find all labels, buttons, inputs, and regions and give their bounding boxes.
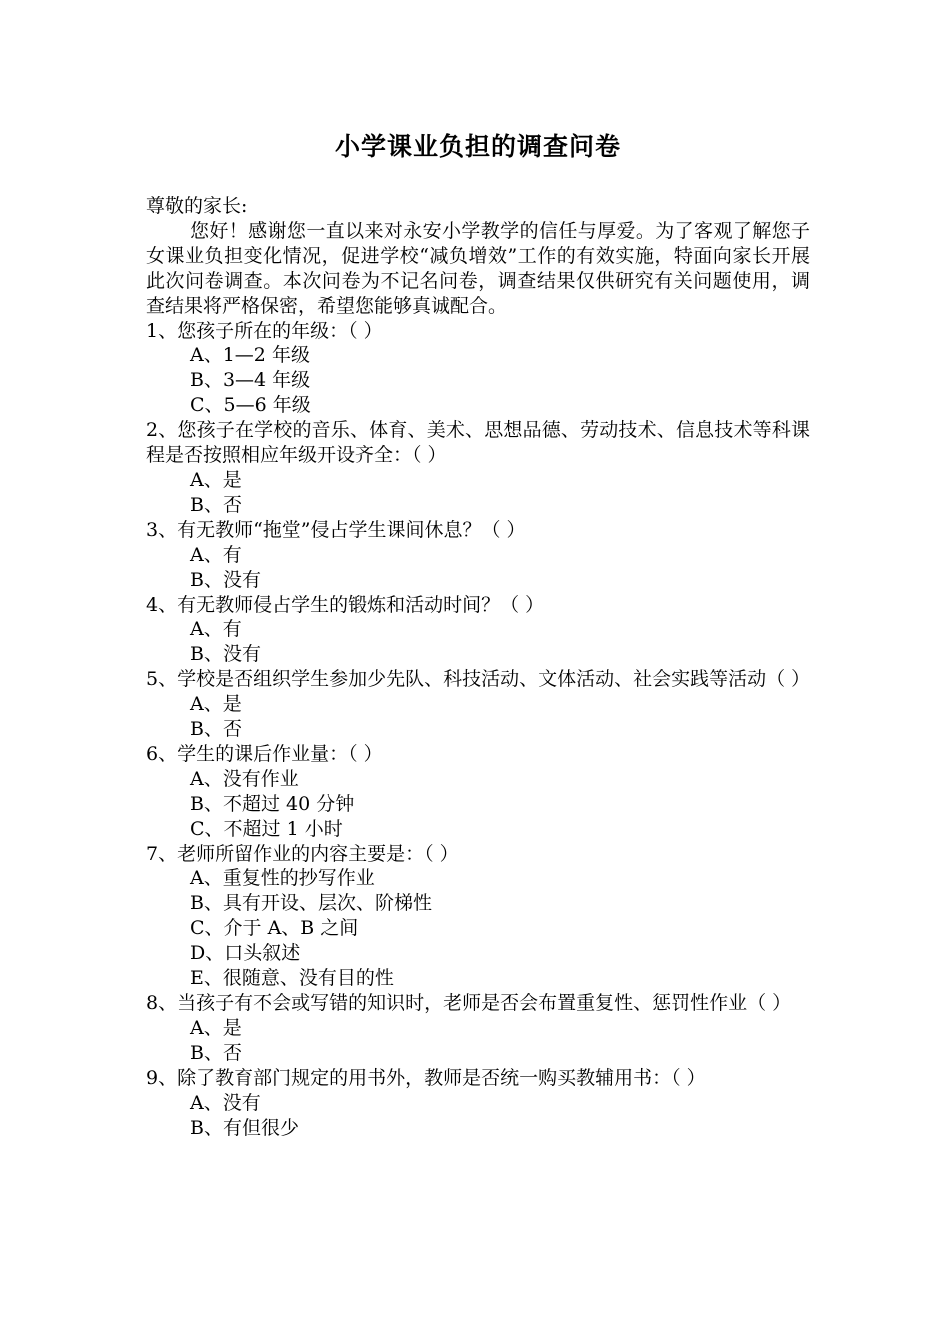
option-b: B、不超过 40 分钟: [190, 792, 355, 815]
option-a: A、有: [190, 543, 242, 566]
question-text: 1、您孩子所在的年级：（ ）: [146, 319, 383, 342]
question-1: [146, 319, 810, 419]
question-2: [146, 418, 810, 518]
greeting: 尊敬的家长:: [146, 195, 248, 217]
question-text: 4、有无教师侵占学生的锻炼和活动时间？（ ）: [146, 593, 545, 616]
option-a: A、1—2 年级: [190, 344, 310, 367]
option-c: C、介于 A、B 之间: [190, 917, 359, 940]
option-list: [146, 1091, 810, 1141]
option-b: B、否: [190, 1041, 242, 1064]
intro-paragraph: 您好！感谢您一直以来对永安小学教学的信任与厚爱。为了客观了解您子女课业负担变化情况，促进学校“减负增效”工作的有效实施，特面向家长开展此次问卷调查。本次问卷为不记名问卷，调查结果仅供研究有关问题使用，调查结果将严格保密，希望您能够真诚配合。: [146, 219, 810, 317]
option-list: [146, 767, 810, 842]
option-b: B、没有: [190, 643, 261, 666]
option-list: [146, 1016, 810, 1066]
option-b: B、否: [190, 718, 242, 741]
option-d: D、口头叙述: [190, 942, 301, 965]
option-list: [146, 543, 810, 593]
question-9: [146, 1066, 810, 1141]
option-list: [146, 692, 810, 742]
question-5: [146, 667, 810, 742]
question-text: 9、除了教育部门规定的用书外，教师是否统一购买教辅用书：（ ）: [146, 1066, 706, 1089]
question-8: [146, 991, 810, 1066]
question-6: [146, 742, 810, 842]
option-b: B、有但很少: [190, 1116, 299, 1139]
option-a: A、有: [190, 618, 242, 641]
option-b: B、没有: [190, 568, 261, 591]
option-list: [146, 468, 810, 518]
option-list: [146, 343, 810, 418]
option-e: E、很随意、没有目的性: [190, 967, 394, 990]
document-title: 小学课业负担的调查问卷: [334, 132, 621, 161]
question-text: 8、当孩子有不会或写错的知识时，老师是否会布置重复性、惩罚性作业（ ）: [146, 992, 792, 1014]
option-b: B、否: [190, 493, 242, 516]
document-page: [146, 130, 810, 1140]
question-7: [146, 842, 810, 991]
option-list: [146, 617, 810, 667]
question-4: [146, 593, 810, 668]
option-a: A、重复性的抄写作业: [190, 867, 375, 890]
option-b: B、具有开设、层次、阶梯性: [190, 892, 432, 915]
question-text: 7、老师所留作业的内容主要是：（ ）: [146, 842, 459, 865]
question-text: 6、学生的课后作业量：（ ）: [146, 742, 383, 765]
option-a: A、是: [190, 468, 242, 491]
option-a: A、是: [190, 693, 242, 716]
option-c: C、不超过 1 小时: [190, 817, 343, 840]
question-text: 2、您孩子在学校的音乐、体育、美术、思想品德、劳动技术、信息技术等科课程是否按照相应年级开设齐全：（ ）: [146, 419, 810, 467]
question-text: 3、有无教师“拖堂”侵占学生课间休息？（ ）: [146, 518, 526, 541]
option-b: B、3—4 年级: [190, 369, 311, 392]
question-text: 5、学校是否组织学生参加少先队、科技活动、文体活动、社会实践等活动（ ）: [146, 668, 811, 691]
option-a: A、没有: [190, 1091, 261, 1114]
option-c: C、5—6 年级: [190, 394, 311, 417]
option-list: [146, 866, 810, 991]
question-3: [146, 518, 810, 593]
option-a: A、没有作业: [190, 767, 299, 790]
option-a: A、是: [190, 1016, 242, 1039]
